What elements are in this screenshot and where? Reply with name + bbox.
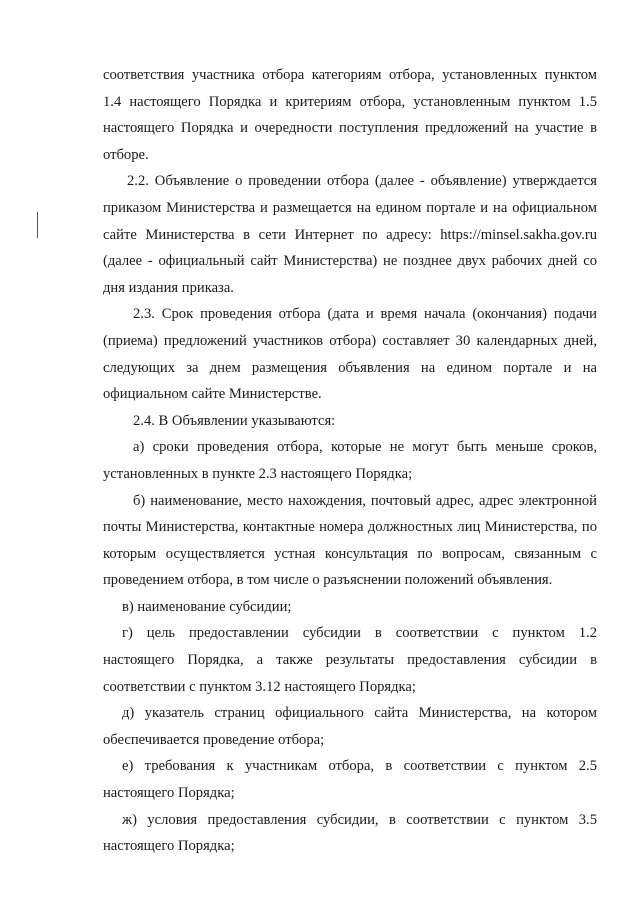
text-line: отборе. — [103, 146, 149, 163]
text-line: дня издания приказа. — [103, 279, 234, 296]
text-line: следующих за днем размещения объявления на едином портале и на — [103, 359, 597, 376]
list-item-d-line: д) указатель страниц официального сайта Министерства, на котором — [122, 705, 597, 722]
paragraph-2-3-line: 2.3. Срок проведения отбора (дата и время начала (окончания) подачи — [133, 306, 597, 323]
list-item-v-line: в) наименование субсидии; — [122, 598, 292, 615]
text-line: которым осуществляется устная консультация по вопросам, связанным с — [103, 545, 597, 562]
document-body — [103, 62, 597, 860]
text-line: 1.4 настоящего Порядка и критериям отбора, установленным пунктом 1.5 — [103, 93, 597, 110]
text-line: соответствии с пунктом 3.12 настоящего Порядка; — [103, 678, 416, 695]
text-line: настоящего Порядка; — [103, 838, 235, 855]
text-line: почты Министерства, контактные номера должностных лиц Министерства, по — [103, 519, 597, 536]
list-item-a-line: а) сроки проведения отбора, которые не могут быть меньше сроков, — [133, 439, 597, 456]
text-line: (приема) предложений участников отбора) составляет 30 календарных дней, — [103, 332, 597, 349]
text-line: сайте Министерства в сети Интернет по адресу: https://minsel.sakha.gov.ru — [103, 226, 597, 243]
text-line: соответствия участника отбора категориям отбора, установленных пунктом — [103, 67, 597, 83]
text-line: настоящего Порядка, а также результаты предоставления субсидии в — [103, 652, 597, 669]
text-line: (далее - официальный сайт Министерства) не позднее двух рабочих дней со — [103, 253, 597, 270]
list-item-zh-line: ж) условия предоставления субсидии, в соответствии с пунктом 3.5 — [122, 811, 597, 828]
list-item-g-line: г) цель предоставлении субсидии в соответствии с пунктом 1.2 — [122, 625, 597, 642]
text-line: проведением отбора, в том числе о разъяснении положений объявления. — [103, 572, 553, 589]
text-line: установленных в пункте 2.3 настоящего Порядка; — [103, 465, 413, 482]
text-line: официальном сайте Министерстве. — [103, 386, 322, 403]
text-line: обеспечивается проведение отбора; — [103, 731, 325, 748]
list-item-e-line: е) требования к участникам отбора, в соответствии с пунктом 2.5 — [122, 758, 597, 775]
margin-mark — [37, 212, 38, 238]
list-item-b-line: б) наименование, место нахождения, почтовый адрес, адрес электронной — [133, 492, 597, 509]
text-line: настоящего Порядка; — [103, 785, 235, 802]
paragraph-2-2-line: 2.2. Объявление о проведении отбора (далее - объявление) утверждается — [127, 173, 597, 190]
paragraph-2-4-heading: 2.4. В Объявлении указываются: — [133, 412, 336, 429]
text-line: приказом Министерства и размещается на едином портале и на официальном — [103, 199, 597, 216]
text-line: настоящего Порядка и очередности поступления предложений на участие в — [103, 120, 597, 137]
